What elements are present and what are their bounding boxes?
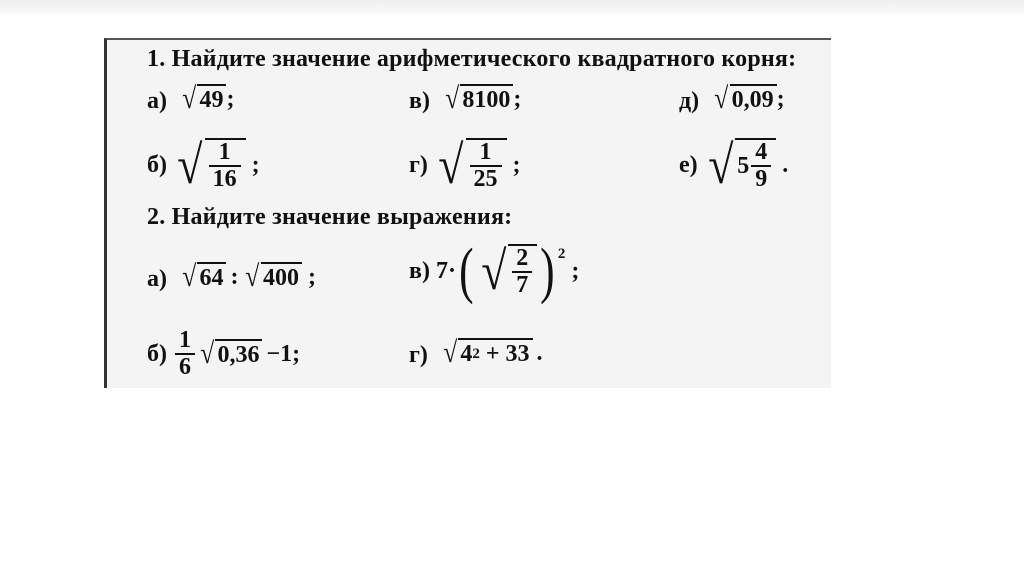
item-label: е): [679, 151, 698, 178]
radicand: 49: [197, 84, 226, 114]
item-label: в): [409, 257, 430, 284]
denominator: 16: [209, 165, 241, 192]
item-label: г): [409, 151, 428, 178]
numerator: 4: [755, 139, 768, 165]
denominator: 9: [751, 165, 771, 192]
radicand: 0,09: [730, 84, 777, 114]
base: 4: [460, 340, 473, 367]
right-paren: ): [540, 237, 555, 305]
task1-item-d: [679, 84, 785, 115]
numerator: 1: [218, 139, 231, 165]
numerator: 2: [516, 244, 529, 271]
fraction: [209, 140, 241, 192]
suffix: ;: [776, 85, 785, 112]
sqrt: √ $\frac{1}{25}$: [436, 138, 507, 192]
task2-item-g: [409, 338, 543, 369]
fraction: [175, 328, 195, 380]
radicand: 64: [197, 262, 226, 292]
coefficient: 7·: [435, 257, 456, 284]
radicand: 8100: [460, 84, 513, 114]
numerator: 1: [479, 139, 492, 165]
fraction: [751, 140, 771, 192]
task1-item-v: [409, 84, 521, 115]
whole-part: 5: [737, 152, 750, 179]
sqrt: √ $\frac{1}{16}$: [175, 138, 246, 192]
sqrt: √ 8100: [444, 84, 513, 114]
fraction: [512, 246, 532, 298]
task1-item-e: [679, 135, 789, 195]
task1-item-g: [409, 135, 521, 195]
sqrt: √ $\frac{2}{7}$: [479, 244, 538, 298]
item-label: б): [147, 340, 167, 367]
task2-item-v: [409, 237, 580, 305]
suffix: ;: [226, 85, 235, 112]
item-label: д): [679, 88, 700, 114]
sqrt: √ 64: [181, 262, 226, 292]
task2-heading: 2. Найдите значение выражения:: [147, 204, 513, 230]
suffix: ;: [571, 257, 580, 284]
radicand: 0,36: [215, 339, 262, 369]
sqrt: √ 5 $\frac{4}{9}$: [706, 138, 777, 192]
item-label: в): [409, 88, 430, 114]
suffix: ;: [307, 263, 316, 290]
sqrt: √ 0,36: [199, 339, 262, 369]
sqrt: √ 49: [181, 84, 226, 114]
tail: −1;: [266, 340, 301, 367]
task1-heading: 1. Найдите значение арифметического квадратного корня:: [147, 46, 797, 72]
task2-item-b: [147, 328, 300, 380]
item-label: а): [147, 88, 167, 114]
radicand: 400: [261, 262, 302, 292]
task1-item-a: [147, 84, 234, 115]
numerator: 1: [179, 327, 191, 353]
exponent: 2: [472, 345, 480, 362]
denominator: 7: [512, 271, 532, 298]
suffix: ;: [512, 151, 521, 178]
exercise-sheet: [104, 38, 831, 388]
window-top-bar: [0, 0, 1024, 14]
exponent: 2: [557, 246, 566, 262]
item-label: а): [147, 266, 167, 292]
addend: + 33: [485, 340, 530, 367]
task1-item-b: [147, 135, 260, 195]
sqrt: √ 0,09: [713, 84, 776, 114]
sqrt: √ 4 2 + 33: [442, 338, 533, 368]
denominator: 6: [175, 353, 195, 380]
operator: :: [230, 263, 239, 290]
suffix: ;: [513, 85, 522, 112]
suffix: .: [536, 339, 543, 366]
suffix: .: [782, 151, 789, 178]
task2-item-a: [147, 262, 316, 293]
item-label: б): [147, 151, 167, 178]
suffix: ;: [251, 151, 260, 178]
left-paren: (: [459, 237, 474, 305]
sqrt: √ 400: [244, 262, 301, 292]
item-label: г): [409, 342, 428, 368]
denominator: 25: [470, 165, 502, 192]
fraction: [470, 140, 502, 192]
